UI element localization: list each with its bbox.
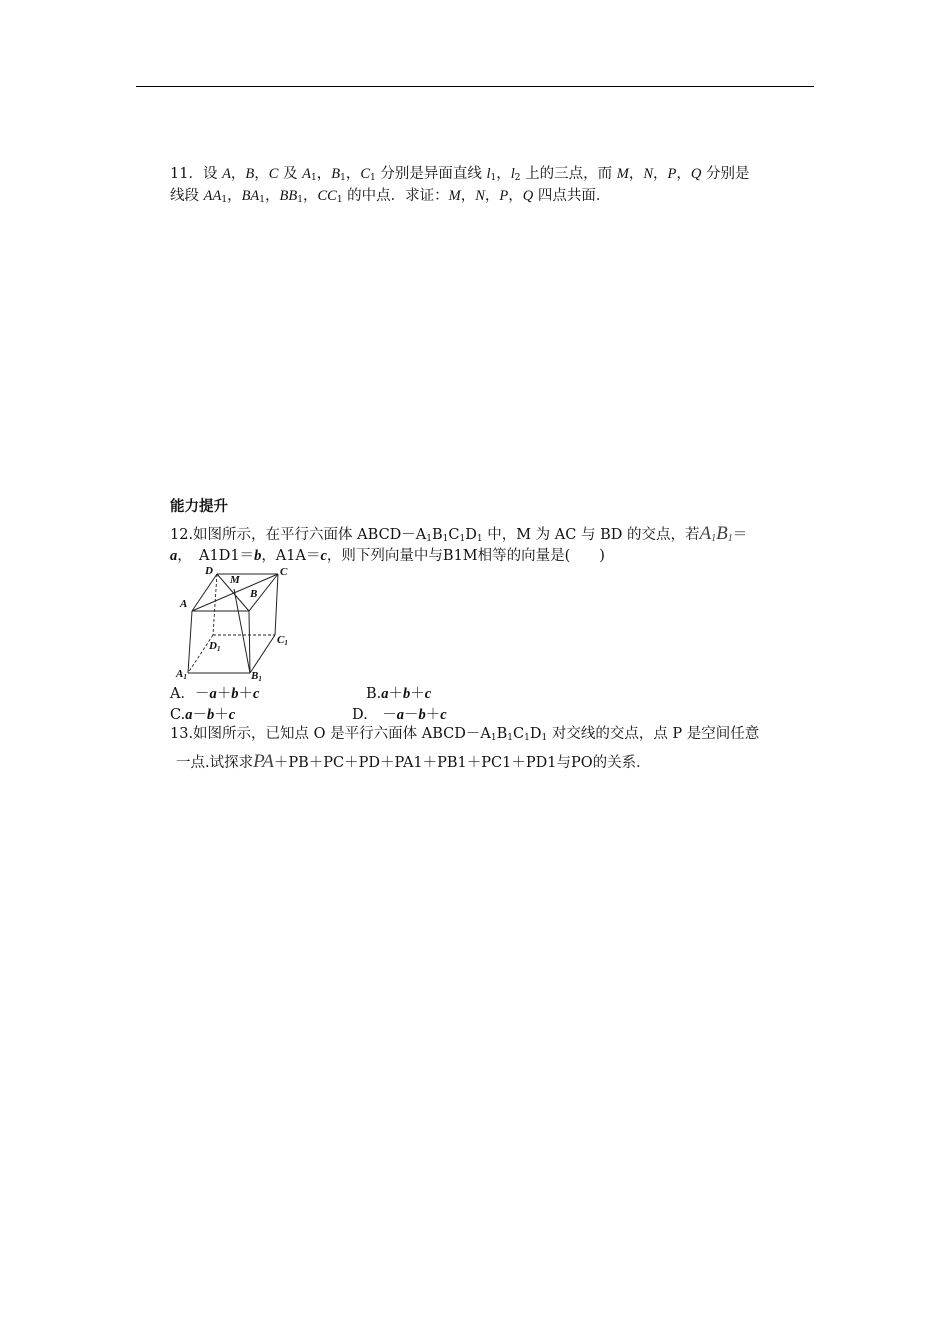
q11-token: N bbox=[475, 188, 485, 204]
vector-pa: PA bbox=[253, 751, 274, 772]
option-a[interactable]: A．－a＋b＋c bbox=[170, 686, 260, 702]
q11-token: 2 bbox=[514, 173, 521, 183]
q11-token: M bbox=[448, 188, 461, 204]
q11-token: A bbox=[222, 166, 231, 182]
q11-token: ， bbox=[265, 188, 280, 204]
q11-token: 分别是 bbox=[701, 166, 750, 182]
q11-token: N bbox=[643, 166, 653, 182]
q11-token: ， bbox=[345, 166, 361, 182]
label-b1: B1 bbox=[251, 670, 262, 683]
q11-token: A bbox=[302, 166, 312, 182]
q11-token: 的中点．求证： bbox=[342, 188, 449, 204]
q11-line2 bbox=[170, 186, 610, 206]
option-c[interactable]: C.a－b＋c bbox=[170, 707, 236, 723]
q11-token: C bbox=[360, 166, 371, 182]
q11-token: ， bbox=[316, 166, 332, 182]
q11-token: C bbox=[268, 166, 279, 182]
q12-line1: 12.如图所示，在平行六面体 $ABCD-A_1B_1C_1D_1$ 中，M 为 AC 与 BD 的交点，若$A_1B_1=$ bbox=[170, 523, 748, 544]
q11-token: 1 bbox=[259, 195, 266, 205]
q11-token: ， bbox=[227, 188, 242, 204]
label-m: M bbox=[230, 574, 240, 586]
q12-line2: a， A1D1＝b，A1A＝c，则下列向量中与B1M相等的向量是( ) bbox=[170, 548, 605, 564]
q11-token: 上的三点，而 bbox=[520, 166, 617, 182]
parallelepiped-figure bbox=[172, 563, 302, 683]
q11-token: Q bbox=[690, 166, 702, 182]
q11-token: ， bbox=[460, 188, 476, 204]
q11-token: 1 bbox=[221, 195, 228, 205]
q11-token: ， bbox=[230, 166, 246, 182]
q11-token: AA bbox=[203, 188, 222, 204]
q11-token: BB bbox=[279, 188, 298, 204]
q11-token: 1 bbox=[370, 173, 376, 183]
section-title: 能力提升 bbox=[170, 499, 228, 515]
q11-token: CC bbox=[317, 188, 337, 204]
q11-token: ， bbox=[508, 188, 523, 204]
vector-a1b1: $A_1B_1$ bbox=[699, 523, 733, 544]
q11-token: ， bbox=[496, 166, 511, 182]
q11-token: l bbox=[510, 166, 515, 182]
option-d[interactable]: D. －a－b＋c bbox=[352, 707, 447, 723]
option-b[interactable]: B.a＋b＋c bbox=[366, 686, 432, 702]
q11-token: ， bbox=[676, 166, 691, 182]
q11-line1 bbox=[170, 164, 749, 184]
q11-token: 1 bbox=[311, 173, 317, 183]
q11-token: 11．设 bbox=[170, 166, 223, 182]
q11-token: 分别是异面直线 bbox=[375, 166, 487, 182]
label-b: B bbox=[250, 588, 258, 600]
q11-token: 1 bbox=[340, 173, 346, 183]
q11-token: ， bbox=[302, 188, 318, 204]
q11-token: P bbox=[499, 188, 509, 204]
label-d: D bbox=[205, 565, 213, 577]
q11-token: B bbox=[245, 166, 255, 182]
q11-token: 1 bbox=[336, 195, 343, 205]
q11-token: B bbox=[331, 166, 341, 182]
q11-token: Q bbox=[522, 188, 534, 204]
label-a: A bbox=[180, 598, 188, 610]
q11-token: BA bbox=[241, 188, 260, 204]
q11-token: ， bbox=[484, 188, 500, 204]
q11-token: 1 bbox=[490, 173, 497, 183]
q11-token: 线段 bbox=[170, 188, 204, 204]
label-a1: A1 bbox=[176, 668, 187, 681]
q11-token: 四点共面． bbox=[533, 188, 611, 204]
q11-token: l bbox=[486, 166, 491, 182]
q13-line2: 一点.试探求PA＋PB＋PC＋PD＋PA1＋PB1＋PC1＋PD1与PO的关系． bbox=[176, 751, 651, 772]
q11-token: ， bbox=[628, 166, 644, 182]
q11-token: 1 bbox=[297, 195, 303, 205]
q11-token: ， bbox=[653, 166, 668, 182]
label-d1: D1 bbox=[209, 640, 221, 653]
q13-line1: 13.如图所示，已知点 O 是平行六面体 $ABCD-A_1B_1C_1D_1$ 对交线的交点，点 P 是空间任意 bbox=[170, 726, 760, 743]
label-c: C bbox=[280, 566, 288, 578]
header-rule bbox=[136, 86, 814, 87]
q11-token: ， bbox=[254, 166, 269, 182]
q11-token: P bbox=[667, 166, 677, 182]
q11-token: 及 bbox=[278, 166, 303, 182]
q11-token: M bbox=[616, 166, 629, 182]
label-c1: C1 bbox=[277, 634, 288, 647]
